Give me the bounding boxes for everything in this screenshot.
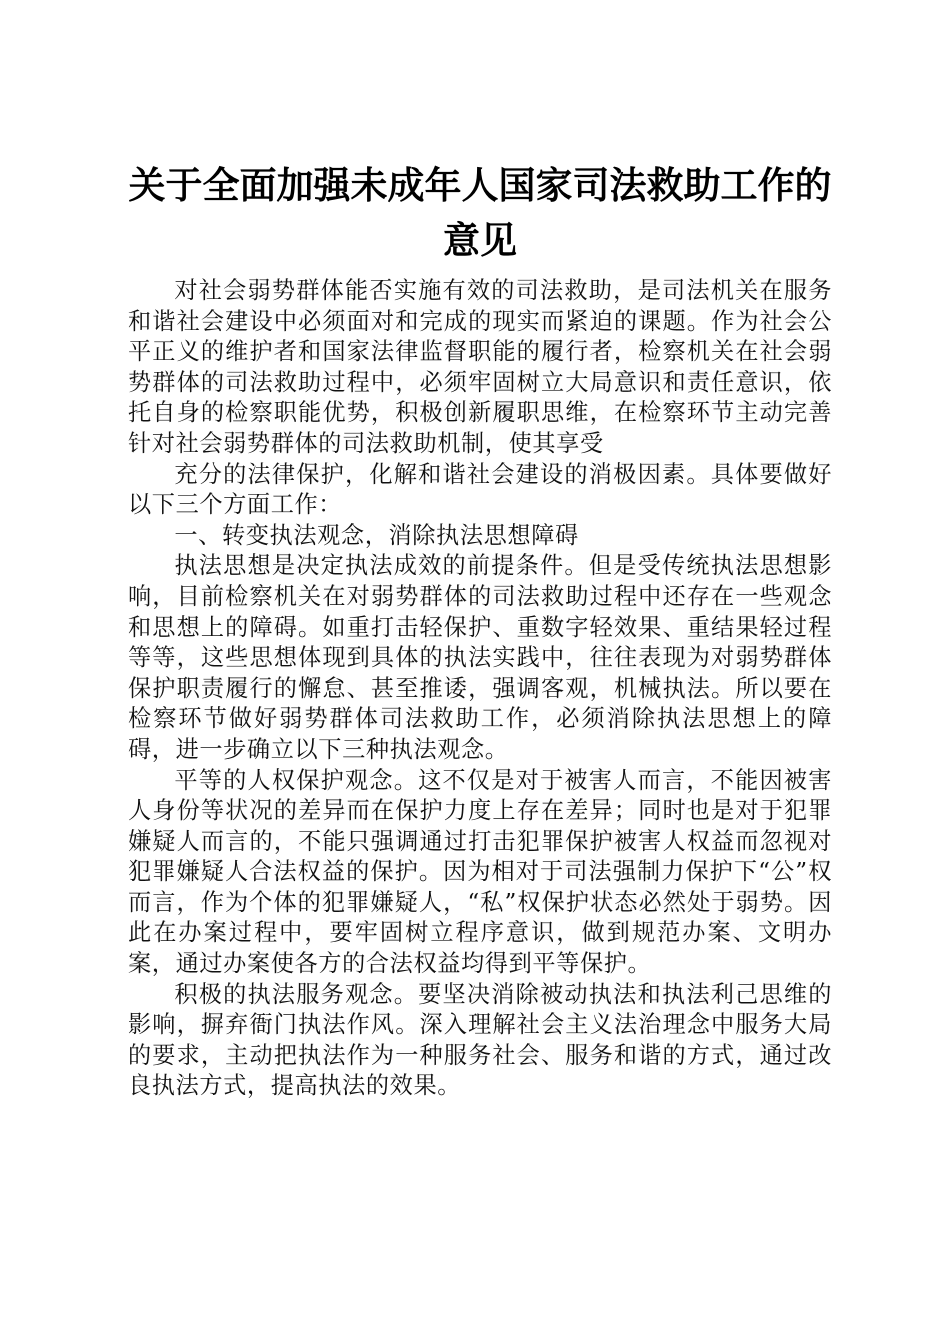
document-title: 关于全面加强未成年人国家司法救助工作的意见 [128,164,832,262]
paragraph-equal-protection: 平等的人权保护观念。这不仅是对于被害人而言，不能因被害人身份等状况的差异而在保护力度上存在差异；同时也是对于犯罪嫌疑人而言的，不能只强调通过打击犯罪保护被害人权益而忽视对犯罪嫌疑人合法权益的保护。因为相对于司法强制力保护下“公”权而言，作为个体的犯罪嫌疑人，“私”权保护状态必然处于弱势。因此在办案过程中，要牢固树立程序意识，做到规范办案、文明办案，通过办案使各方的合法权益均得到平等保护。 [128,766,832,978]
paragraph-section-1: 执法思想是决定执法成效的前提条件。但是受传统执法思想影响，目前检察机关在对弱势群体的司法救助过程中还存在一些观念和思想上的障碍。如重打击轻保护、重数字轻效果、重结果轻过程等等，这些思想体现到具体的执法实践中，往往表现为对弱势群体保护职责履行的懈怠、甚至推诿，强调客观，机械执法。所以要在检察环节做好弱势群体司法救助工作，必须消除执法思想上的障碍，进一步确立以下三种执法观念。 [128,552,832,763]
section-heading-1: 一、转变执法观念，消除执法思想障碍 [174,521,579,549]
paragraph-intro: 对社会弱势群体能否实施有效的司法救助，是司法机关在服务和谐社会建设中必须面对和完成的现实而紧迫的课题。作为社会公平正义的维护者和国家法律监督职能的履行者，检察机关在社会弱势群体的司法救助过程中，必须牢固树立大局意识和责任意识，依托自身的检察职能优势，积极创新履职思维，在检察环节主动完善针对社会弱势群体的司法救助机制，使其享受 [128,277,832,457]
paragraph-intro-continued: 充分的法律保护，化解和谐社会建设的消极因素。具体要做好以下三个方面工作： [128,460,832,519]
document-page [128,158,832,1102]
document-body [128,276,832,1102]
paragraph-service-concept: 积极的执法服务观念。要坚决消除被动执法和执法利己思维的影响，摒弃衙门执法作风。深入理解社会主义法治理念中服务大局的要求，主动把执法作为一种服务社会、服务和谐的方式，通过改良执法方式，提高执法的效果。 [128,980,832,1100]
